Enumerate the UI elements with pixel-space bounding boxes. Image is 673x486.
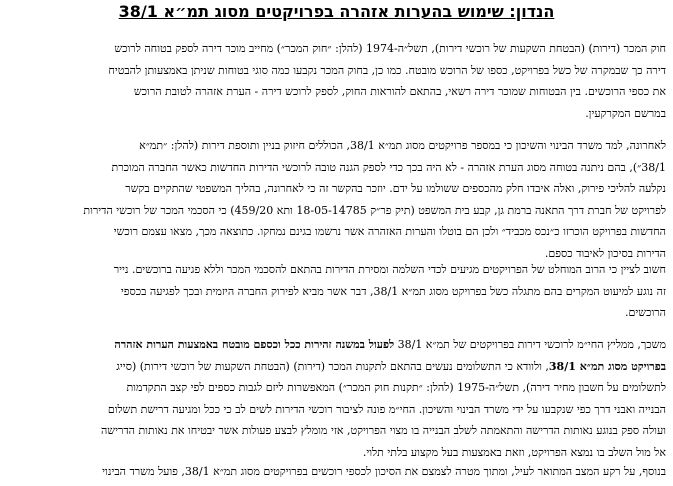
text-line: במרשם המקרקעין.	[585, 106, 666, 120]
text-line: 38/1״), בהם ניתנה בטוחה מסוג הערת אזהרה - לא היה בכך כדי לספק הגנה טובה לרוכשי הדירות החדשות כאשר החברה המוכרת	[111, 160, 666, 174]
text-line: חשוב לציין כי הרוב המוחלט של הפרויקטים מגיעים לכדי השלמה ומסירת הדירות בהתאם להסכמי המכר וללא פגיעה ברוכשים. נייר	[113, 263, 666, 276]
paragraph-recommendation	[16, 334, 666, 463]
text-segment: , ולוודא כי התשלומים נעשים בהתאם לתקנות המכר (דירות) (הבטחת השקעות של רוכשי דירות) (סייג	[116, 359, 549, 373]
paragraph-recent-findings	[16, 135, 666, 264]
text-line: ועולה ספק בנוגע נאותות הדרישה והתאמתה לשלב הבנייה בו מצוי הפרויקט, אזי מומלץ לבצע פעולות אשר יבטיחו את נאותות הדרישה	[100, 424, 666, 437]
text-line: לתשלומים על חשבון מחיר דירה), תשל״ה-1975 (להלן: ״תקנות חוק המכר״) המאפשרות ליזם לגבות כספים לפי קצב התקדמות	[126, 381, 666, 394]
paragraph-additional	[16, 461, 666, 483]
text-line	[16, 356, 666, 378]
text-line: נקלעה להליכי פירוק, ואלה איבדו חלק מהכספים ששולמו על ידם. יוזכר בהקשר זה כי לאחרונה, בהליך המשפטי שהתקיים בקשר	[125, 182, 666, 195]
text-line	[16, 334, 666, 356]
text-segment: משכך, ממליץ החי״מ לרוכשי דירות בפרויקטים של תמ״א 38/1	[394, 338, 666, 351]
paragraph-sale-law	[16, 38, 666, 124]
text-line: לפרויקט של חברת דרך התאנה ברמת גן, קבע בית המשפט (תיק פר״ק 18-05-14785 ותא 459/20) כי הסכמי המכר של רוכשי הדירות	[83, 203, 666, 217]
text-line: זה נוגע למיעוט המקרים בהם מתגלה כשל בפרויקט מסוג תמ״א 38/1, דבר אשר מביא לפירוק החברה היזמית ובכך לפגיעה בכספי	[120, 284, 666, 298]
text-line: הדירות בסיכון לאיבוד כספם.	[544, 246, 666, 260]
text-line: דירה כך שבמקרה של כשל בפרויקט, כספו של הרוכש מובטח. כמו כן, בחוק המכר נקבעו כמה סוגי בטוחות שניתן באמצעותן להבטיח	[108, 63, 666, 77]
bold-recommendation: לפעול במשנה זהירות ככל וכספם מובטח באמצעות הערות אזהרה	[114, 338, 395, 351]
text-line: אל מול השלב בו נמצא הפרויקט, וזאת באמצעות בעל מקצוע בלתי תלוי.	[362, 445, 666, 459]
text-line: חוק המכר (דירות) (הבטחת השקעות של רוכשי דירות), תשל״ה-1974 (להלן: ״חוק המכר״) מחייב מוכר דירה לספק בטוחה לרוכש	[114, 42, 666, 55]
text-line: הבנייה ואבני דרך כפי שנקבעו על ידי משרד הבינוי והשיכון. החי״מ פונה לציבור רוכשי הדירות לשים לב כי ככל ומגיעה דרישת תשלום	[107, 402, 666, 416]
text-line: הרוכשים.	[625, 306, 666, 319]
text-line: לאחרונה, למד משרד הבינוי והשיכון כי במספר פרויקטים מסוג תמ״א 38/1, הכוללים חיזוק בניין ותוספת דירות (להלן: ״תמ״א	[139, 139, 666, 152]
text-line: החדשות בפרויקט הוכרזו כ״נכס מכביד״ ולכן הם בוטלו והערות האזהרה אשר נרשמו בגינם נמחקו. כתוצאה מכך, מצאו עצמם רוכשי	[113, 225, 666, 238]
document-title: הנדון: שימוש בהערות אזהרה בפרויקטים מסוג תמ״א 38/1	[118, 2, 555, 21]
paragraph-note	[16, 259, 666, 324]
text-line: בנוסף, על רקע המצב המתואר לעיל, ומתוך מטרה לצמצם את הסיכון לכספי רוכשים בפרויקטים מסוג תמ״א 38/1, פועל משרד הבינוי	[102, 465, 666, 478]
bold-recommendation: בפרויקט מסוג תמ״א 38/1	[548, 359, 666, 373]
text-line: את כספי הרוכשים. בין הבטוחות שמוכר דירה רשאי, בהתאם להוראות החוק, לספק לרוכש דירה - הערת אזהרה לטובת הרוכש	[133, 85, 666, 98]
